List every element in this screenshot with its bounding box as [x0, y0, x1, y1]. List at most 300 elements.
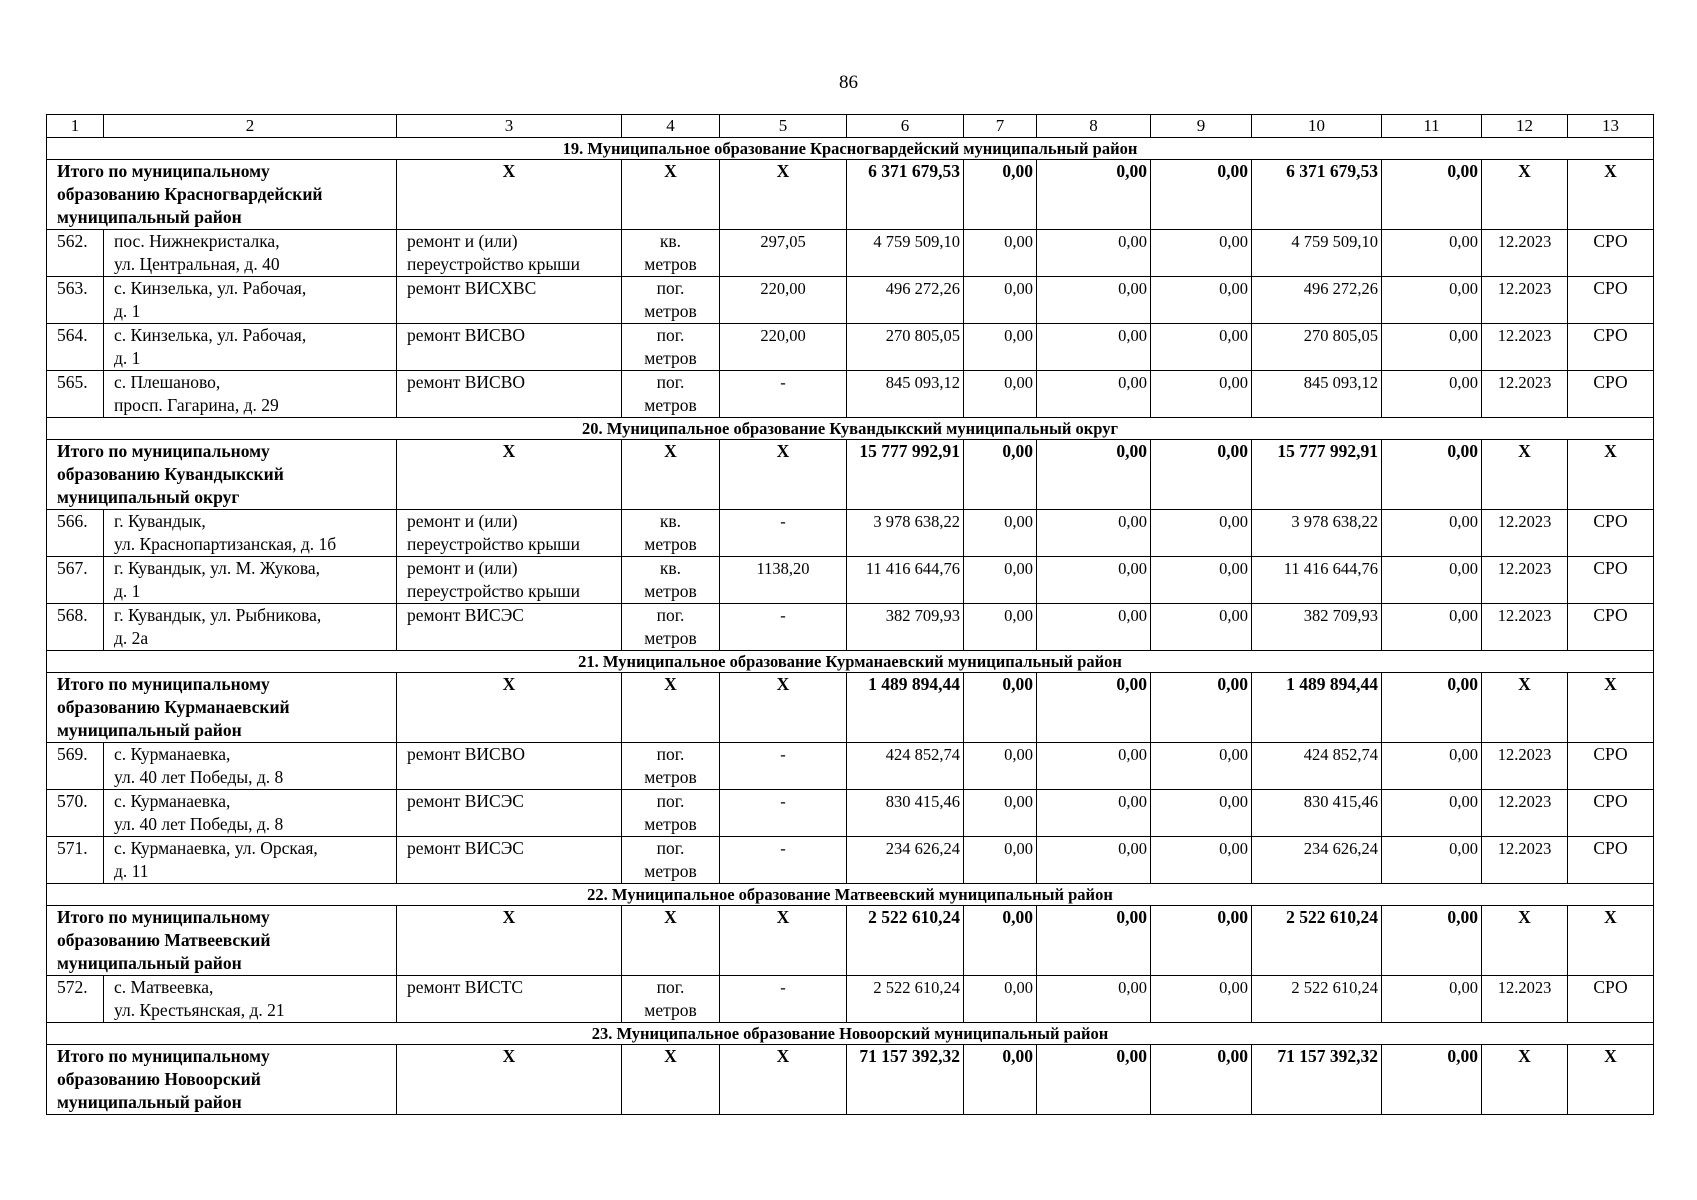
item-c11: 0,00	[1382, 277, 1482, 324]
total-c9: 0,00	[1151, 906, 1252, 976]
item-c6: 496 272,26	[847, 277, 964, 324]
item-address-line: г. Кувандык,	[114, 511, 206, 531]
item-work-type	[397, 371, 622, 418]
total-c3: X	[397, 1045, 622, 1115]
item-work-type-line: ремонт и (или)	[407, 558, 518, 578]
total-c8: 0,00	[1037, 160, 1151, 230]
item-unit	[622, 230, 720, 277]
item-c9: 0,00	[1151, 976, 1252, 1023]
item-c8: 0,00	[1037, 277, 1151, 324]
item-address-line: с. Плешаново,	[114, 372, 221, 392]
item-c10: 830 415,46	[1252, 790, 1382, 837]
section-title: 23. Муниципальное образование Новоорский муниципальный район	[47, 1023, 1654, 1045]
column-number: 11	[1382, 115, 1482, 138]
item-unit-line: пог.	[656, 838, 685, 858]
item-c11: 0,00	[1382, 230, 1482, 277]
total-c5: X	[720, 1045, 847, 1115]
item-index: 566.	[47, 510, 104, 557]
total-label	[47, 673, 397, 743]
item-c11: 0,00	[1382, 604, 1482, 651]
total-c5: X	[720, 906, 847, 976]
item-work-type	[397, 324, 622, 371]
total-c10: 6 371 679,53	[1252, 160, 1382, 230]
item-c9: 0,00	[1151, 324, 1252, 371]
total-c5: X	[720, 160, 847, 230]
item-unit-line: метров	[644, 814, 697, 834]
item-volume: -	[720, 837, 847, 884]
total-c9: 0,00	[1151, 673, 1252, 743]
item-index: 565.	[47, 371, 104, 418]
item-c10: 382 709,93	[1252, 604, 1382, 651]
item-unit	[622, 976, 720, 1023]
item-unit-line: метров	[644, 301, 697, 321]
total-row	[47, 673, 1654, 743]
item-c7: 0,00	[964, 604, 1037, 651]
item-c7: 0,00	[964, 743, 1037, 790]
item-address-line: с. Матвеевка,	[114, 977, 214, 997]
item-unit-line: пог.	[656, 791, 685, 811]
total-c13: X	[1568, 160, 1654, 230]
item-work-type-line: ремонт ВИСЭС	[407, 838, 524, 858]
table-row	[47, 371, 1654, 418]
item-address-line: г. Кувандык, ул. М. Жукова,	[114, 558, 321, 578]
item-work-type	[397, 743, 622, 790]
item-c8: 0,00	[1037, 510, 1151, 557]
item-c10: 496 272,26	[1252, 277, 1382, 324]
total-c11: 0,00	[1382, 906, 1482, 976]
item-work-type-line: ремонт и (или)	[407, 231, 518, 251]
item-c10: 270 805,05	[1252, 324, 1382, 371]
item-address-line: с. Кинзелька, ул. Рабочая,	[114, 325, 307, 345]
item-method: СРО	[1568, 837, 1654, 884]
item-deadline: 12.2023	[1482, 837, 1568, 884]
item-method: СРО	[1568, 557, 1654, 604]
item-unit-line: пог.	[656, 325, 685, 345]
total-c10: 15 777 992,91	[1252, 440, 1382, 510]
item-c8: 0,00	[1037, 976, 1151, 1023]
item-volume: -	[720, 790, 847, 837]
item-c7: 0,00	[964, 371, 1037, 418]
item-index: 572.	[47, 976, 104, 1023]
item-unit	[622, 510, 720, 557]
item-c8: 0,00	[1037, 557, 1151, 604]
table-row	[47, 837, 1654, 884]
item-c6: 845 093,12	[847, 371, 964, 418]
item-volume: -	[720, 743, 847, 790]
item-unit	[622, 371, 720, 418]
table-row	[47, 557, 1654, 604]
item-address-line: с. Курманаевка,	[114, 791, 231, 811]
item-address-line: ул. Краснопартизанская, д. 1б	[114, 534, 337, 554]
item-c7: 0,00	[964, 230, 1037, 277]
item-work-type	[397, 790, 622, 837]
total-label-line: Итого по муниципальному	[57, 1046, 270, 1066]
total-c3: X	[397, 673, 622, 743]
total-label-line: Итого по муниципальному	[57, 907, 270, 927]
total-c6: 15 777 992,91	[847, 440, 964, 510]
item-c9: 0,00	[1151, 604, 1252, 651]
item-c10: 4 759 509,10	[1252, 230, 1382, 277]
total-c13: X	[1568, 673, 1654, 743]
item-c8: 0,00	[1037, 230, 1151, 277]
item-unit	[622, 557, 720, 604]
item-index: 567.	[47, 557, 104, 604]
column-number: 10	[1252, 115, 1382, 138]
column-number: 13	[1568, 115, 1654, 138]
item-c6: 830 415,46	[847, 790, 964, 837]
total-c13: X	[1568, 1045, 1654, 1115]
item-address	[104, 324, 397, 371]
item-address	[104, 510, 397, 557]
total-row	[47, 906, 1654, 976]
total-c7: 0,00	[964, 440, 1037, 510]
item-work-type	[397, 976, 622, 1023]
total-c7: 0,00	[964, 160, 1037, 230]
total-c10: 2 522 610,24	[1252, 906, 1382, 976]
total-c7: 0,00	[964, 673, 1037, 743]
total-label-line: образованию Новоорский	[57, 1069, 261, 1089]
item-method: СРО	[1568, 604, 1654, 651]
item-index: 564.	[47, 324, 104, 371]
item-c6: 3 978 638,22	[847, 510, 964, 557]
total-c13: X	[1568, 440, 1654, 510]
item-deadline: 12.2023	[1482, 557, 1568, 604]
total-label-line: образованию Курманаевский	[57, 697, 290, 717]
total-c8: 0,00	[1037, 673, 1151, 743]
item-work-type-line: ремонт ВИСЭС	[407, 791, 524, 811]
item-method: СРО	[1568, 230, 1654, 277]
total-c9: 0,00	[1151, 440, 1252, 510]
item-c10: 2 522 610,24	[1252, 976, 1382, 1023]
total-c11: 0,00	[1382, 673, 1482, 743]
item-deadline: 12.2023	[1482, 277, 1568, 324]
item-address-line: ул. Центральная, д. 40	[114, 254, 280, 274]
item-c9: 0,00	[1151, 790, 1252, 837]
section-title: 21. Муниципальное образование Курманаевский муниципальный район	[47, 651, 1654, 673]
total-label	[47, 160, 397, 230]
table-row	[47, 230, 1654, 277]
item-c8: 0,00	[1037, 324, 1151, 371]
item-method: СРО	[1568, 976, 1654, 1023]
item-work-type-line: ремонт ВИСВО	[407, 325, 526, 345]
section-title: 22. Муниципальное образование Матвеевский муниципальный район	[47, 884, 1654, 906]
item-method: СРО	[1568, 743, 1654, 790]
total-c4: X	[622, 1045, 720, 1115]
total-label-line: Итого по муниципальному	[57, 441, 270, 461]
table-row	[47, 324, 1654, 371]
item-c9: 0,00	[1151, 837, 1252, 884]
item-address	[104, 277, 397, 324]
item-index: 568.	[47, 604, 104, 651]
item-c7: 0,00	[964, 510, 1037, 557]
item-volume: -	[720, 371, 847, 418]
item-work-type-line: переустройство крыши	[407, 581, 580, 601]
item-index: 570.	[47, 790, 104, 837]
total-c4: X	[622, 440, 720, 510]
item-c6: 2 522 610,24	[847, 976, 964, 1023]
item-work-type-line: ремонт ВИСВО	[407, 744, 526, 764]
item-unit	[622, 324, 720, 371]
item-volume: 220,00	[720, 324, 847, 371]
item-unit-line: кв.	[659, 558, 682, 578]
total-c4: X	[622, 673, 720, 743]
item-unit	[622, 837, 720, 884]
item-unit-line: пог.	[656, 977, 685, 997]
item-c9: 0,00	[1151, 743, 1252, 790]
item-c7: 0,00	[964, 277, 1037, 324]
item-work-type	[397, 837, 622, 884]
total-label	[47, 440, 397, 510]
item-volume: -	[720, 510, 847, 557]
item-method: СРО	[1568, 324, 1654, 371]
item-work-type-line: ремонт ВИСТС	[407, 977, 524, 997]
total-label-line: образованию Красногвардейский	[57, 184, 323, 204]
total-c5: X	[720, 673, 847, 743]
total-c5: X	[720, 440, 847, 510]
item-index: 571.	[47, 837, 104, 884]
item-unit-line: кв.	[659, 511, 682, 531]
item-c6: 11 416 644,76	[847, 557, 964, 604]
item-address-line: г. Кувандык, ул. Рыбникова,	[114, 605, 322, 625]
section-title: 19. Муниципальное образование Красногвардейский муниципальный район	[47, 138, 1654, 160]
item-deadline: 12.2023	[1482, 976, 1568, 1023]
item-work-type-line: ремонт и (или)	[407, 511, 518, 531]
table-row	[47, 510, 1654, 557]
item-c6: 424 852,74	[847, 743, 964, 790]
item-address-line: д. 1	[114, 581, 141, 601]
item-c11: 0,00	[1382, 324, 1482, 371]
item-c8: 0,00	[1037, 371, 1151, 418]
total-label-line: муниципальный район	[57, 720, 242, 740]
item-deadline: 12.2023	[1482, 510, 1568, 557]
item-volume: -	[720, 976, 847, 1023]
item-work-type	[397, 557, 622, 604]
item-c9: 0,00	[1151, 557, 1252, 604]
total-c4: X	[622, 906, 720, 976]
item-unit-line: метров	[644, 581, 697, 601]
item-c8: 0,00	[1037, 743, 1151, 790]
item-unit-line: метров	[644, 534, 697, 554]
total-c11: 0,00	[1382, 1045, 1482, 1115]
item-c11: 0,00	[1382, 837, 1482, 884]
item-c11: 0,00	[1382, 371, 1482, 418]
item-method: СРО	[1568, 510, 1654, 557]
item-c7: 0,00	[964, 324, 1037, 371]
item-address	[104, 790, 397, 837]
item-index: 569.	[47, 743, 104, 790]
item-unit-line: пог.	[656, 372, 685, 392]
item-c11: 0,00	[1382, 790, 1482, 837]
item-c8: 0,00	[1037, 604, 1151, 651]
item-deadline: 12.2023	[1482, 324, 1568, 371]
item-work-type-line: ремонт ВИСХВС	[407, 278, 537, 298]
item-work-type	[397, 230, 622, 277]
item-c8: 0,00	[1037, 790, 1151, 837]
total-c9: 0,00	[1151, 160, 1252, 230]
item-c10: 3 978 638,22	[1252, 510, 1382, 557]
table-row	[47, 976, 1654, 1023]
item-address-line: с. Курманаевка,	[114, 744, 231, 764]
section-header-row	[47, 1023, 1654, 1045]
item-deadline: 12.2023	[1482, 604, 1568, 651]
total-c12: X	[1482, 160, 1568, 230]
total-label	[47, 906, 397, 976]
item-address-line: с. Кинзелька, ул. Рабочая,	[114, 278, 307, 298]
item-unit-line: пог.	[656, 278, 685, 298]
item-address	[104, 837, 397, 884]
page-number: 86	[839, 72, 858, 93]
item-work-type	[397, 510, 622, 557]
item-c7: 0,00	[964, 837, 1037, 884]
total-row	[47, 160, 1654, 230]
total-row	[47, 1045, 1654, 1115]
section-header-row	[47, 884, 1654, 906]
column-number: 7	[964, 115, 1037, 138]
total-label-line: муниципальный район	[57, 953, 242, 973]
total-label-line: образованию Матвеевский	[57, 930, 271, 950]
item-c7: 0,00	[964, 557, 1037, 604]
item-c9: 0,00	[1151, 371, 1252, 418]
item-unit-line: метров	[644, 348, 697, 368]
item-address-line: д. 1	[114, 301, 141, 321]
total-c12: X	[1482, 440, 1568, 510]
column-number: 5	[720, 115, 847, 138]
item-address	[104, 557, 397, 604]
column-numbers-row	[47, 115, 1654, 138]
item-volume: 297,05	[720, 230, 847, 277]
total-c3: X	[397, 440, 622, 510]
section-title: 20. Муниципальное образование Кувандыкский муниципальный округ	[47, 418, 1654, 440]
item-unit	[622, 790, 720, 837]
item-work-type-line: ремонт ВИСЭС	[407, 605, 524, 625]
total-c8: 0,00	[1037, 440, 1151, 510]
item-c8: 0,00	[1037, 837, 1151, 884]
item-c11: 0,00	[1382, 743, 1482, 790]
item-unit-line: пог.	[656, 744, 685, 764]
total-c10: 1 489 894,44	[1252, 673, 1382, 743]
column-number: 4	[622, 115, 720, 138]
item-method: СРО	[1568, 790, 1654, 837]
item-unit	[622, 743, 720, 790]
item-unit	[622, 604, 720, 651]
total-c3: X	[397, 160, 622, 230]
works-table	[46, 114, 1654, 1115]
item-c9: 0,00	[1151, 277, 1252, 324]
item-c6: 234 626,24	[847, 837, 964, 884]
item-address-line: д. 2а	[114, 628, 149, 648]
total-c6: 2 522 610,24	[847, 906, 964, 976]
item-c7: 0,00	[964, 976, 1037, 1023]
item-volume: 1138,20	[720, 557, 847, 604]
total-label-line: Итого по муниципальному	[57, 161, 270, 181]
item-unit-line: метров	[644, 1000, 697, 1020]
item-c6: 382 709,93	[847, 604, 964, 651]
item-index: 562.	[47, 230, 104, 277]
item-c10: 11 416 644,76	[1252, 557, 1382, 604]
total-label-line: образованию Кувандыкский	[57, 464, 284, 484]
item-unit-line: метров	[644, 767, 697, 787]
item-address-line: пос. Нижнекристалка,	[114, 231, 280, 251]
total-label	[47, 1045, 397, 1115]
item-volume: -	[720, 604, 847, 651]
item-work-type	[397, 277, 622, 324]
total-label-line: муниципальный район	[57, 1092, 242, 1112]
item-unit-line: метров	[644, 628, 697, 648]
item-c9: 0,00	[1151, 510, 1252, 557]
item-deadline: 12.2023	[1482, 790, 1568, 837]
column-number: 3	[397, 115, 622, 138]
total-label-line: муниципальный округ	[57, 487, 240, 507]
item-address	[104, 604, 397, 651]
total-c10: 71 157 392,32	[1252, 1045, 1382, 1115]
item-c7: 0,00	[964, 790, 1037, 837]
item-deadline: 12.2023	[1482, 230, 1568, 277]
item-address	[104, 230, 397, 277]
total-c13: X	[1568, 906, 1654, 976]
total-c7: 0,00	[964, 906, 1037, 976]
item-address-line: д. 1	[114, 348, 141, 368]
item-address-line: ул. 40 лет Победы, д. 8	[114, 814, 284, 834]
total-c12: X	[1482, 1045, 1568, 1115]
item-address	[104, 371, 397, 418]
total-c8: 0,00	[1037, 906, 1151, 976]
total-c11: 0,00	[1382, 440, 1482, 510]
item-c6: 270 805,05	[847, 324, 964, 371]
item-address-line: ул. 40 лет Победы, д. 8	[114, 767, 284, 787]
item-c10: 234 626,24	[1252, 837, 1382, 884]
column-number: 6	[847, 115, 964, 138]
item-address	[104, 743, 397, 790]
section-header-row	[47, 651, 1654, 673]
item-unit-line: метров	[644, 395, 697, 415]
table-row	[47, 604, 1654, 651]
item-volume: 220,00	[720, 277, 847, 324]
section-header-row	[47, 138, 1654, 160]
total-c4: X	[622, 160, 720, 230]
item-unit-line: метров	[644, 254, 697, 274]
item-address-line: с. Курманаевка, ул. Орская,	[114, 838, 318, 858]
total-c6: 1 489 894,44	[847, 673, 964, 743]
table-row	[47, 277, 1654, 324]
item-work-type-line: переустройство крыши	[407, 254, 580, 274]
item-work-type	[397, 604, 622, 651]
total-c9: 0,00	[1151, 1045, 1252, 1115]
item-c11: 0,00	[1382, 557, 1482, 604]
item-c9: 0,00	[1151, 230, 1252, 277]
total-c12: X	[1482, 906, 1568, 976]
item-unit-line: метров	[644, 861, 697, 881]
item-unit-line: кв.	[659, 231, 682, 251]
item-deadline: 12.2023	[1482, 743, 1568, 790]
total-c8: 0,00	[1037, 1045, 1151, 1115]
item-address	[104, 976, 397, 1023]
item-address-line: ул. Крестьянская, д. 21	[114, 1000, 285, 1020]
column-number: 12	[1482, 115, 1568, 138]
item-c6: 4 759 509,10	[847, 230, 964, 277]
item-c11: 0,00	[1382, 510, 1482, 557]
item-c10: 424 852,74	[1252, 743, 1382, 790]
item-work-type-line: ремонт ВИСВО	[407, 372, 526, 392]
item-method: СРО	[1568, 371, 1654, 418]
total-c7: 0,00	[964, 1045, 1037, 1115]
item-unit-line: пог.	[656, 605, 685, 625]
table-row	[47, 743, 1654, 790]
column-number: 1	[47, 115, 104, 138]
column-number: 8	[1037, 115, 1151, 138]
item-address-line: д. 11	[114, 861, 149, 881]
item-work-type-line: переустройство крыши	[407, 534, 580, 554]
item-deadline: 12.2023	[1482, 371, 1568, 418]
